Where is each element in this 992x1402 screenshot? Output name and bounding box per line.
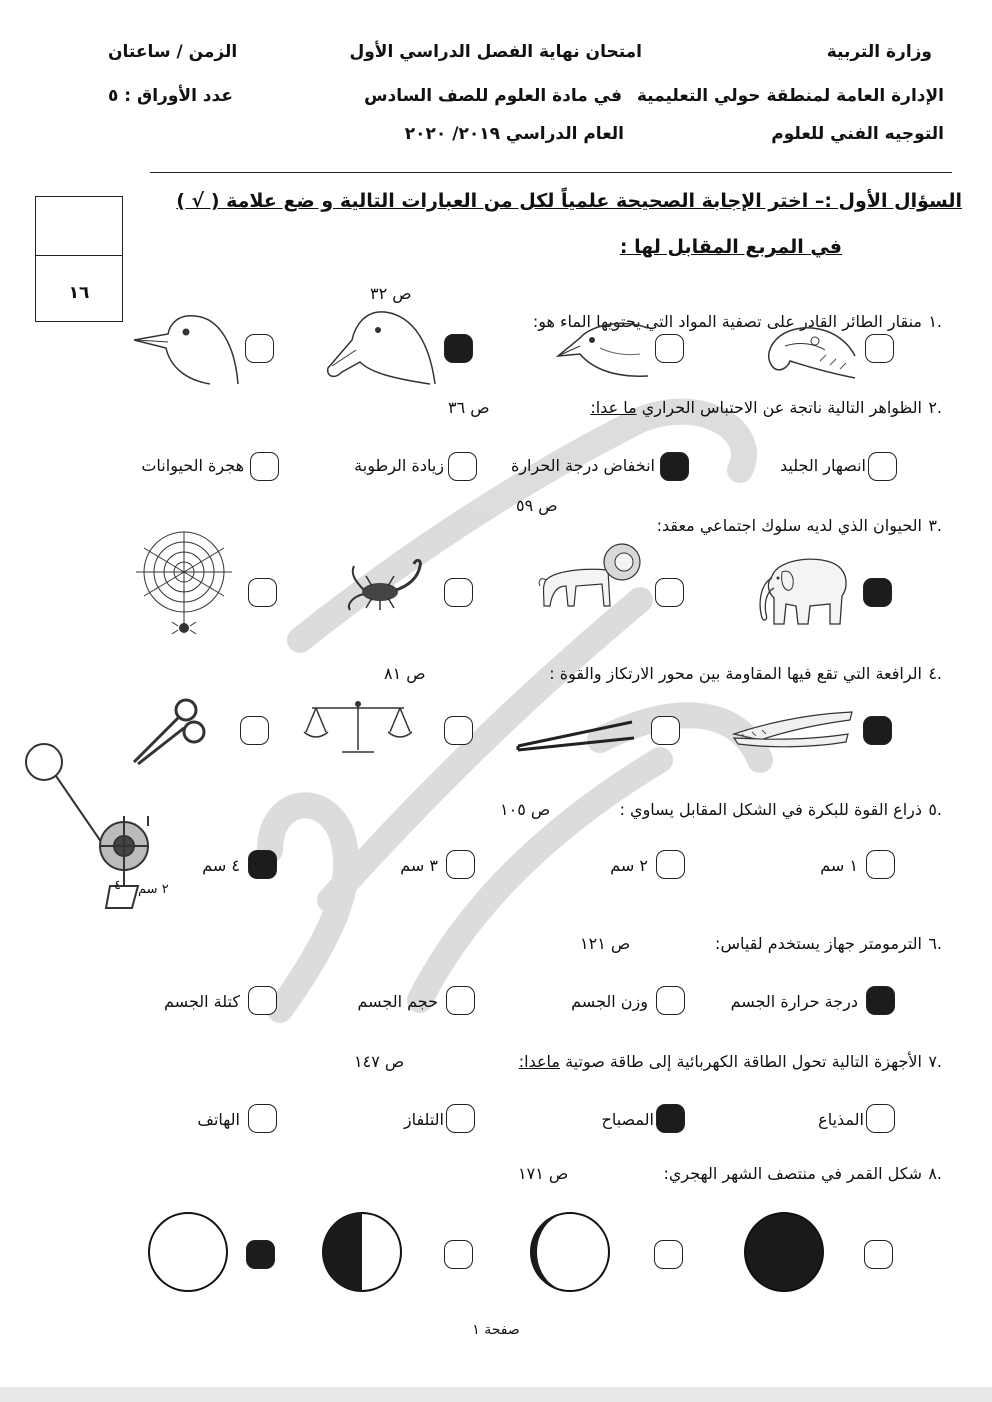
option-box[interactable] [446,986,475,1015]
option-box[interactable] [651,716,680,745]
page-reference: ص ٣٦ [448,398,490,417]
option-box[interactable] [444,1240,473,1269]
option-box[interactable] [654,1240,683,1269]
first-quarter-moon-icon [320,1210,404,1294]
option-box[interactable] [448,452,477,481]
option-label: حجم الجسم [357,992,438,1011]
header-duration: الزمن / ساعتان [108,42,238,62]
question-number: ٧. [928,1052,942,1071]
option-box-selected[interactable] [246,1240,275,1269]
option-box[interactable] [248,986,277,1015]
page-reference: ص ٨١ [384,664,426,683]
question-heading-continued: في المربع المقابل لها : [619,236,842,258]
elephant-icon [752,548,856,628]
option-box[interactable] [444,578,473,607]
option-box[interactable] [446,850,475,879]
question-number: ٤. [928,664,942,683]
option-label: انصهار الجليد [779,456,866,475]
header-ministry: وزارة التربية [826,42,932,62]
option-box-selected[interactable] [866,986,895,1015]
option-box-selected[interactable] [444,334,473,363]
option-box[interactable] [655,578,684,607]
pulley-label-4: ٤ [114,878,121,893]
option-box[interactable] [248,578,277,607]
header-supervision: التوجيه الفني للعلوم [771,124,944,144]
question-number: ١. [928,312,942,331]
option-label: درجة حرارة الجسم [730,992,858,1011]
question-text: منقار الطائر القادر على تصفية المواد التي يحتويها الماء هو: [532,312,922,331]
option-box-selected[interactable] [660,452,689,481]
question-number: ٨. [928,1164,942,1183]
page-reference: ص ١٤٧ [354,1052,405,1071]
header-exam-title: امتحان نهاية الفصل الدراسي الأول [349,42,642,62]
header-page-count: عدد الأوراق : ٥ [108,86,233,106]
question-text: الحيوان الذي لديه سلوك اجتماعي معقد: [656,516,922,535]
option-box[interactable] [866,1104,895,1133]
option-box-selected[interactable] [656,1104,685,1133]
duck-beak-icon [320,306,440,386]
new-moon-icon [742,1210,826,1294]
option-box[interactable] [656,850,685,879]
option-box-selected[interactable] [248,850,277,879]
page-reference: ص ١٠٥ [500,800,551,819]
pulley-label-2cm: ٢ سم [138,882,169,897]
nutcracker-icon [730,704,856,754]
page-footer: صفحة ١ [472,1322,520,1338]
option-box[interactable] [245,334,274,363]
option-box-selected[interactable] [863,716,892,745]
option-box-selected[interactable] [863,578,892,607]
score-value: ١٦ [68,283,90,303]
header-divider [150,172,952,173]
option-box[interactable] [250,452,279,481]
option-label: ٤ سم [202,856,240,875]
option-label: المصباح [601,1110,654,1129]
option-label: وزن الجسم [571,992,648,1011]
spider-web-icon [132,528,236,640]
question-text: ذراع القوة للبكرة في الشكل المقابل يساوي : [619,800,922,819]
full-moon-icon [146,1210,230,1294]
question-text-main: الظواهر التالية ناتجة عن الاحتباس الحراري [641,398,922,417]
question-number: ٦. [928,934,942,953]
option-label: كتلة الجسم [164,992,240,1011]
finch-beak-icon [550,318,650,383]
option-box[interactable] [656,986,685,1015]
scan-edge-strip [0,1387,992,1402]
option-box[interactable] [865,334,894,363]
page-reference: ص ٣٢ [370,284,412,303]
balance-scale-icon [302,696,414,756]
lion-icon [536,540,646,610]
header-subject: في مادة العلوم للصف السادس [364,86,622,106]
option-box[interactable] [240,716,269,745]
question-text: شكل القمر في منتصف الشهر الهجري: [663,1164,922,1183]
question-heading: السؤال الأول :– اختر الإجابة الصحيحة علمياً لكل من العبارات التالية و ضع علامة ( √ ) [176,190,962,212]
score-box [35,196,123,322]
option-label: التلفاز [403,1110,444,1129]
question-text: الترمومتر جهاز يستخدم لقياس: [715,934,922,953]
question-text-main: الأجهزة التالية تحول الطاقة الكهربائية إلى طاقة صوتية [565,1052,922,1071]
option-box[interactable] [444,716,473,745]
option-box[interactable] [866,850,895,879]
question-number: ٢. [928,398,942,417]
question-number: ٣. [928,516,942,535]
header-school-year: العام الدراسي ٢٠١٩/ ٢٠٢٠ [404,124,624,144]
option-label: ٣ سم [400,856,438,875]
option-box[interactable] [248,1104,277,1133]
sparrow-beak-icon [130,306,240,386]
option-label: هجرة الحيوانات [141,456,244,475]
option-label: الهاتف [197,1110,240,1129]
question-text [519,1052,922,1071]
option-label: ١ سم [820,856,858,875]
crescent-moon-icon [528,1210,612,1294]
option-label: زيادة الرطوبة [354,456,444,475]
question-text-exception: ما عدا: [590,398,637,417]
page-reference: ص ١٧١ [518,1164,569,1183]
question-text [590,398,922,417]
scorpion-icon [340,552,430,614]
option-label: ٢ سم [610,856,648,875]
tweezers-icon [516,716,636,754]
option-box[interactable] [868,452,897,481]
option-box[interactable] [446,1104,475,1133]
option-label: انخفاض درجة الحرارة [510,456,655,475]
option-box[interactable] [655,334,684,363]
page-reference: ص ١٢١ [580,934,631,953]
eagle-beak-icon [760,316,860,386]
option-box[interactable] [864,1240,893,1269]
header-district: الإدارة العامة لمنطقة حولي التعليمية [636,86,944,106]
score-box-divider [36,255,122,256]
question-text-exception: ماعدا: [518,1052,560,1071]
option-label: المذياع [818,1110,864,1129]
question-text: الرافعة التي تقع فيها المقاومة بين محور الارتكاز والقوة : [549,664,922,683]
question-number: ٥. [928,800,942,819]
page-reference: ص ٥٩ [516,496,558,515]
